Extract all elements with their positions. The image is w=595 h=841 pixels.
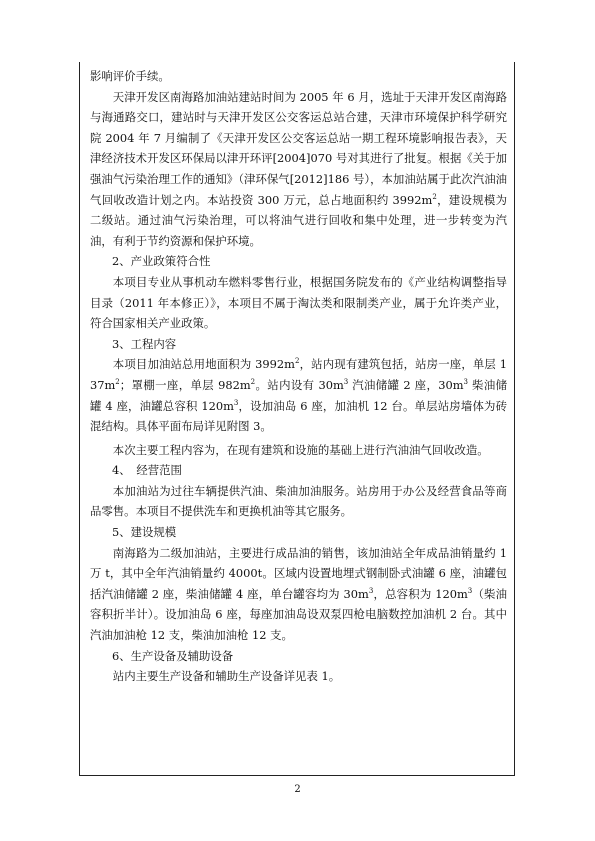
superscript: 3 [343,378,349,387]
paragraph-site-history [90,87,507,252]
text-segment: 汽油储罐 2 座，30m [348,377,464,392]
text-segment: ，总容积为 120m [373,586,468,601]
text-segment: 本项目加油站总用地面积为 3992m [112,357,295,372]
section-heading-project-content: 3、工程内容 [112,336,177,351]
paragraph-construction-scale [90,543,507,646]
superscript: 3 [368,587,374,596]
superscript: 2 [250,378,256,387]
superscript: 2 [432,192,437,201]
superscript: 3 [233,398,239,407]
paragraph-business-scope: 本加油站为过往车辆提供汽油、柴油加油服务。站房用于办公及经营食品等商品零售。本项目不提供洗车和更换机油等其它服务。 [90,483,507,519]
superscript: 3 [463,378,469,387]
text-segment: ，站内现有建筑包括，站房一座，单层 137m [90,357,507,392]
section-heading-business-scope: 4、 经营范围 [112,463,182,478]
paragraph-continuation: 影响评价手续。 [90,69,170,83]
paragraph-equipment: 站内主要生产设备和辅助生产设备详见表 1。 [112,669,341,684]
superscript: 2 [294,357,300,366]
text-segment: 天津开发区南海路加油站建站时间为 2005 年 6 月，选址于天津开发区南海路与海通路交口，建站时与天津开发区公交客运总站合建，天津市环境保护科学研究院 2004 年 7 月编制了《天津开发区公交客运总站一期工程环境影响报告表》，天津经济技术开发区环保局以津开环评[2004]070 号对其进行了批复。根据《关于加强油气污染治理工作的通知》（津环保气[2012]186 号），本加油站属于此次汽油油气回收改造计划之内。本站投资 300 万元，总占地面积约 3992m [90,89,507,207]
text-segment: ，设加油岛 6 座，加油机 12 台。单层站房墙体为砖混结构。具体平面布局详见附图 3。 [90,398,507,434]
paragraph-main-works: 本次主要工程内容为，在现有建筑和设施的基础上进行汽油油气回收改造。 [112,442,489,457]
superscript: 2 [115,378,120,387]
section-heading-industrial-policy: 2、产业政策符合性 [112,254,211,269]
section-heading-construction-scale: 5、建设规模 [112,525,177,540]
text-segment: 。站内设有 30m [255,377,344,392]
text-segment: ，建设规模为二级站。通过油气污染治理，可以将油气进行回收和集中处理，进一步转变为汽油，有利于节约资源和保护环境。 [90,192,507,248]
paragraph-project-content [90,354,507,436]
text-segment: （柴油容积折半计）。设加油岛 6 座，每座加油岛设双泵四枪电脑数控加油机 2 台。其中汽油加油枪 12 支，柴油加油枪 12 支。 [90,586,507,643]
text-segment: 南海路为二级加油站，主要进行成品油的销售，该加油站全年成品油销量约 1 万 t，其中全年汽油销量约 4000t。区域内设置地埋式钢制卧式油罐 6 座，油罐包括汽油储罐 2 座，柴油储罐 4 座，单台罐容均为 30m [90,545,507,601]
section-heading-equipment: 6、生产设备及辅助设备 [112,648,234,663]
text-segment: ；罩棚一座，单层 982m [119,377,251,392]
superscript: 3 [467,587,473,596]
paragraph-industrial-policy: 本项目专业从事机动车燃料零售行业，根据国务院发布的《产业结构调整指导目录（2011 年本修正）》，本项目不属于淘汰类和限制类产业，属于允许类产业，符合国家相关产业政策。 [90,274,507,331]
page-number: 2 [294,784,301,795]
document-body [90,66,507,687]
text-segment: 柴油储罐 4 座，油罐总容积 120m [90,377,507,413]
